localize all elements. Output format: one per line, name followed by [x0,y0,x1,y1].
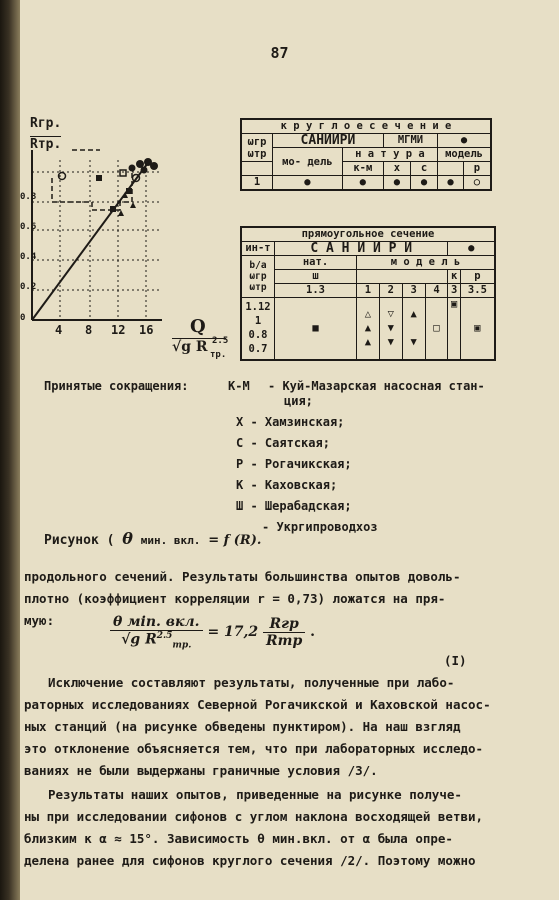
x-tick: 12 [111,323,126,337]
dotted-square-icon: ▣ [474,321,481,334]
book-spine-shadow [0,0,20,900]
round-section-table [240,118,492,191]
filled-down-triangle-icon: ▼ [387,322,394,335]
round-nature-header: н а т у р а [342,148,437,162]
round-model-header: модель [438,148,491,162]
round-marker: ● [273,176,343,191]
filled-triangle-icon: ▲ [364,336,372,349]
legend-item: Ш - Шерабадская; [236,499,352,513]
rect-col-marker: ● [448,242,495,256]
rect-ratio: 4 [425,284,448,298]
filled-triangle-icon: ▲ [410,308,417,321]
paragraph-line: Результаты наших опытов, приведенные на рисунке получе- [48,787,462,802]
rect-marker-cell [448,298,460,360]
round-omega-label: ωгр ωтр [241,134,273,162]
paragraph-line: плотно (коэффициент корреляции r = 0,73) ложатся на пря- [24,591,446,606]
rect-ratio: 3 [448,284,460,298]
paragraph-line: ны при исследовании сифонов с углом наклона восходящей ветви, [24,809,484,824]
y-tick: 0.4 [20,252,37,262]
y-tick: 0.8 [20,192,37,202]
scatter-figure [20,110,229,370]
round-col-saniiri: САНИИРИ [273,134,384,148]
rect-row-values: 1.12 1 0.8 0.7 [241,298,275,360]
filled-down-triangle-icon: ▼ [410,336,417,349]
rect-ratio: 1.3 [275,284,357,298]
legend-text: - Куй-Мазарская насосная стан- [268,379,485,393]
paragraph-line: мую: [24,613,55,628]
rect-ratio: 3 [402,284,425,298]
paragraph-line: это отклонение объясняется тем, что при лабораторных исследо- [24,741,484,756]
page-number: 87 [270,44,289,62]
round-col-mgmi: МГМИ [383,134,437,148]
rect-marker-cell [275,298,357,360]
rect-sh-label: ш [275,270,357,284]
rect-marker-cell [425,298,448,360]
paragraph-line: близким к α ≈ 15°. Зависимость θ мин.вкл. от α была опре- [24,831,453,846]
rect-marker-cell [402,298,425,360]
rect-marker-cell [357,298,380,360]
round-blank [241,162,273,176]
round-marker: ● [438,176,464,191]
x-tick: 8 [85,323,93,337]
rect-ratio: 2 [379,284,402,298]
legend-text: ция; [284,394,313,408]
x-axis-label-exp: 2.5 [212,336,229,346]
formula-1: $\frac{\text{θ мin. вкл.}}{√g R^{2.5}_{тр.}}$ = 17,2 $\frac{\text{Rгр}}{\text{Rтр}}$ . [110,614,315,650]
rect-ba-omega-label: b/a ωгр ωтр [241,256,275,298]
y-axis-label-bottom: Rтр. [30,137,62,152]
round-model-label: мо- дель [273,148,343,176]
filled-square-icon: ■ [312,321,319,334]
y-axis-label-top: Rгр. [30,116,62,131]
y-tick: 0.6 [20,222,37,232]
rect-col-saniiri: С А Н И И Р И [275,242,448,256]
legend-intro: Принятые сокращения: [44,379,189,393]
open-down-triangle-icon: ▽ [387,308,394,321]
legend-item: К - Каховская; [236,478,338,492]
rect-model-header: м о д е л ь [357,256,495,270]
round-sub-p: р [463,162,491,176]
rect-ratio: 3.5 [460,284,495,298]
paragraph-line: ных станций (на рисунке обведены пунктиром). На наш взгляд [24,719,461,734]
legend-item: Р - Рогачикская; [236,457,352,471]
round-marker: ● [410,176,437,191]
x-tick: 4 [55,323,63,337]
legend-item: - Укргипроводхоз [262,520,378,534]
round-marker: ● [383,176,410,191]
paragraph-line: продольного сечений. Результаты большинства опытов доволь- [24,569,461,584]
round-sub-c: с [410,162,437,176]
y-tick: 0 [20,313,26,323]
legend-item: С - Саятская; [236,436,330,450]
rect-section-table [240,226,496,361]
round-sub-blank [438,162,464,176]
open-triangle-icon: △ [364,308,372,321]
round-row-value: 1 [241,176,273,191]
paragraph-line: раторных исследованиях Северной Рогачикской и Каховской насос- [24,697,491,712]
rect-ratio: 1 [357,284,380,298]
x-axis-label-denominator: √g R [172,338,226,355]
formula-number: (I) [444,653,467,668]
y-tick: 0.2 [20,282,37,292]
round-sub-km: к-м [342,162,383,176]
round-col-marker: ● [438,134,491,148]
x-axis-label-sub: тр. [210,350,227,360]
formula-left-fraction: $\frac{\text{θ мin. вкл.}}{√g R^{2.5}_{тр.}}$ [110,614,203,650]
formula-right-fraction: $\frac{\text{Rгр}}{\text{Rтр}}$ [263,616,305,649]
x-axis-label-numerator: Q [190,316,206,337]
paragraph-line: ваниях не были выдержаны граничные условия /3/. [24,763,378,778]
rect-sub-blank [357,270,448,284]
x-tick: 16 [139,323,154,337]
open-square-icon: □ [433,321,440,334]
round-sub-x: х [383,162,410,176]
figure-caption: Рисунок ( θ мин. вкл. = f (R). [44,529,262,548]
legend-abbr: К-М [228,379,250,393]
legend-item: Х - Хамзинская; [236,415,345,429]
round-marker: ○ [463,176,491,191]
rect-table-title: прямоугольное сечение [241,227,495,242]
rect-marker-cell [460,298,495,360]
round-table-title: к р у г л о е с е ч е н и е [241,119,491,134]
rect-inst-label: ин-т [241,242,275,256]
filled-triangle-icon: ▲ [364,322,372,335]
rect-sub-k: к [448,270,460,284]
round-marker: ● [342,176,383,191]
dotted-square-icon: ▣ [450,298,458,310]
paragraph-line: делена ранее для сифонов круглого сечения /2/. Поэтому можно [24,853,476,868]
rect-nat-label: нат. [275,256,357,270]
rect-marker-cell [379,298,402,360]
rect-sub-p: р [460,270,495,284]
filled-down-triangle-icon: ▼ [387,336,394,349]
paragraph-line: Исключение составляют результаты, полученные при лабо- [48,675,455,690]
